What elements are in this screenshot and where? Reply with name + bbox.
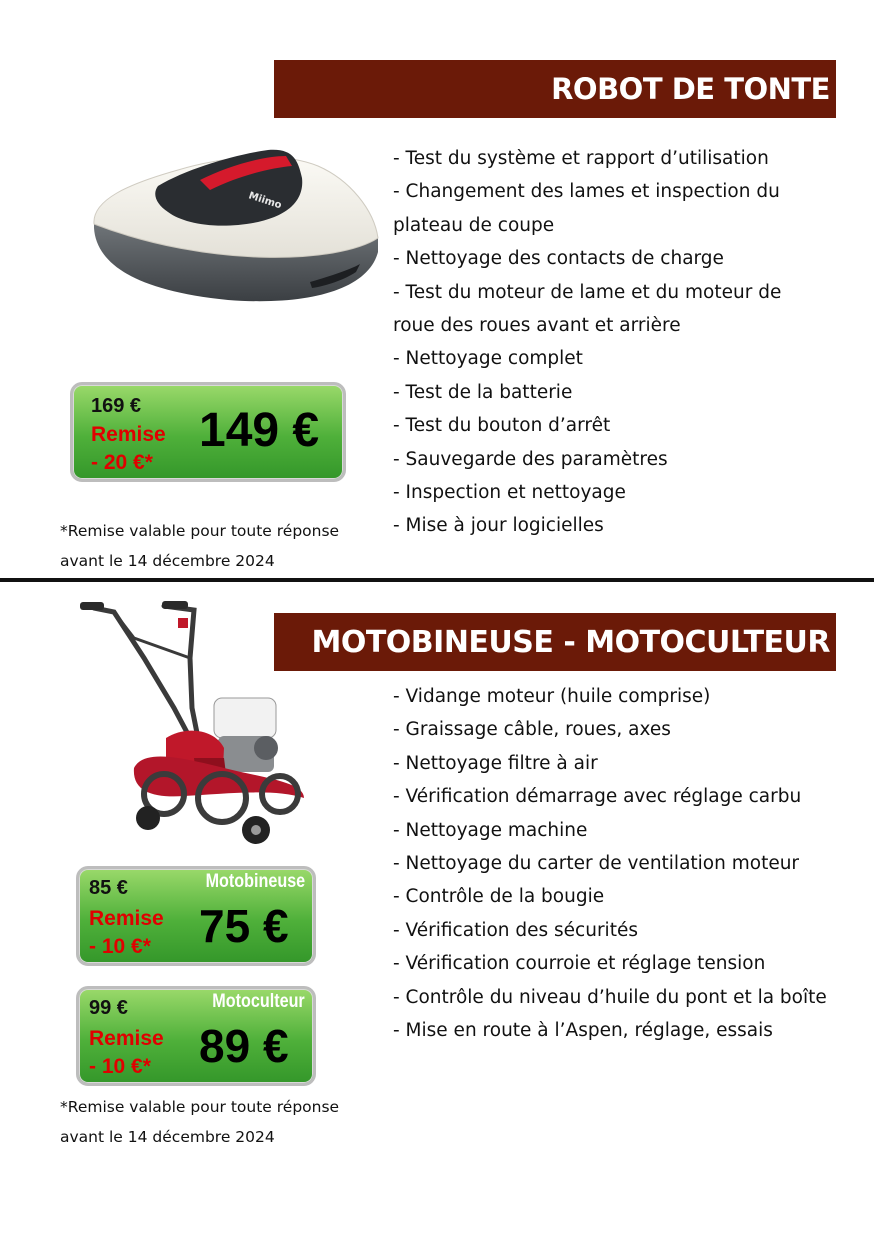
list-item: - Nettoyage du carter de ventilation moteur [393,853,800,875]
note-line: avant le 14 décembre 2024 [60,1128,275,1146]
new-price: 89 € [199,1020,289,1072]
robot-discount-note [60,516,339,576]
list-item: - Sauvegarde des paramètres [393,448,668,470]
list-item: - Test du bouton d’arrêt [393,415,611,437]
robot-price-box [70,382,346,482]
old-price: 169 € [91,395,142,417]
list-item: - Nettoyage des contacts de charge [393,248,724,270]
list-item: plateau de coupe [393,214,555,236]
motobineuse-price-box [76,866,316,966]
old-price: 99 € [89,997,128,1019]
list-item: - Mise en route à l’Aspen, réglage, essais [393,1020,773,1042]
note-line: *Remise valable pour toute réponse [60,1098,340,1116]
tiller-discount-note [60,1092,339,1152]
list-item: - Vérification démarrage avec réglage carbu [393,786,802,808]
tiller-section-title [274,613,836,671]
motoculteur-price-box [76,986,316,1086]
remise-value: - 10 €* [89,935,151,958]
list-item: - Contrôle de la bougie [393,886,605,908]
section-divider [0,578,874,582]
robot-mower-image [88,140,384,312]
list-item: - Test du système et rapport d’utilisation [393,148,769,169]
offer-label: Motoculteur [212,991,305,1012]
list-item: roue des roues avant et arrière [393,315,681,337]
list-item: - Nettoyage complet [393,348,583,370]
remise-label: Remise [91,423,166,446]
list-item: - Vérification courroie et réglage tension [393,953,766,975]
remise-label: Remise [89,907,164,930]
offer-label: Motobineuse [205,871,305,892]
list-item: - Nettoyage filtre à air [393,752,598,774]
list-item: - Changement des lames et inspection du [393,181,780,203]
robot-brand-text: Miimo [247,190,283,212]
list-item: - Nettoyage machine [393,819,588,841]
list-item: - Test de la batterie [393,381,573,403]
note-line: avant le 14 décembre 2024 [60,552,275,570]
remise-value: - 10 €* [89,1055,151,1078]
new-price: 75 € [199,900,289,952]
list-item: - Test du moteur de lame et du moteur de [393,281,782,303]
list-item: - Vidange moteur (huile comprise) [393,686,711,707]
tiller-image [74,598,310,848]
old-price: 85 € [89,877,128,899]
robot-title-text: ROBOT DE TONTE [551,72,830,106]
list-item: - Inspection et nettoyage [393,482,626,504]
list-item: - Mise à jour logicielles [393,515,604,537]
remise-value: - 20 €* [91,451,153,474]
robot-section-title [274,60,836,118]
tiller-title-text: MOTOBINEUSE - MOTOCULTEUR [311,624,830,660]
list-item: - Vérification des sécurités [393,919,638,941]
robot-services-list [393,142,843,543]
list-item: - Contrôle du niveau d’huile du pont et la boîte [393,986,827,1008]
new-price: 149 € [199,404,320,457]
tiller-services-list [393,680,843,1047]
remise-label: Remise [89,1027,164,1050]
note-line: *Remise valable pour toute réponse [60,522,340,540]
list-item: - Graissage câble, roues, axes [393,719,671,741]
